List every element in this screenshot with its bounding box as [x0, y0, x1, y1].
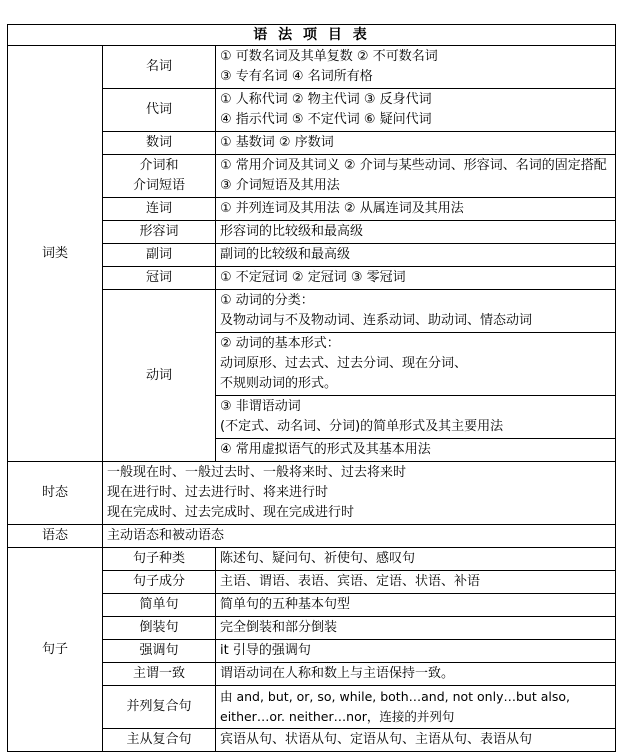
- content-line: ① 常用介词及其词义 ② 介词与某些动词、形容词、名词的固定搭配 ③ 介词短语及其用法: [220, 158, 607, 193]
- content-line: 形容词的比较级和最高级: [220, 224, 364, 239]
- item-name: 并列复合句: [103, 686, 216, 729]
- verb-part: [216, 333, 616, 396]
- item-name: 代词: [103, 89, 216, 132]
- content-line: 现在进行时、过去进行时、将来进行时: [107, 485, 329, 500]
- item-content: 宾语从句、状语从句、定语从句、主语从句、表语从句: [216, 729, 616, 752]
- item-content: [216, 46, 616, 89]
- item-name: 数词: [103, 132, 216, 155]
- content-line: either…or. neither…nor，连接的并列句: [220, 709, 455, 724]
- content-line: ④ 常用虚拟语气的形式及其基本用法: [220, 442, 431, 457]
- item-name: 倒装句: [103, 617, 216, 640]
- content-line: 及物动词与不及物动词、连系动词、助动词、情态动词: [220, 313, 533, 328]
- grammar-table-wrapper: [7, 24, 616, 752]
- content-line: ② 动词的基本形式：: [220, 336, 340, 351]
- item-name: 连词: [103, 198, 216, 221]
- content-line: 副词的比较级和最高级: [220, 247, 351, 262]
- content-line: (不定式、动名词、分词)的简单形式及其主要用法: [220, 419, 504, 434]
- item-content: it 引导的强调句: [216, 640, 616, 663]
- item-name: 名词: [103, 46, 216, 89]
- item-content: [216, 221, 616, 244]
- table-row: [8, 46, 616, 89]
- verb-part: [216, 396, 616, 439]
- content-line: 由 and, but, or, so, while, both…and, not only…but also,: [220, 689, 570, 704]
- item-content: [216, 198, 616, 221]
- item-name-line: 介词和: [139, 158, 179, 173]
- content-line: ① 基数词 ② 序数词: [220, 135, 334, 150]
- item-name: 副词: [103, 244, 216, 267]
- item-content: [216, 89, 616, 132]
- item-name-verb: 动词: [103, 290, 216, 462]
- item-content: [216, 686, 616, 729]
- item-name: 强调句: [103, 640, 216, 663]
- item-name: 形容词: [103, 221, 216, 244]
- item-name: 主谓一致: [103, 663, 216, 686]
- section-content: [103, 462, 616, 525]
- content-line: 动词原形、过去式、过去分词、现在分词、: [220, 356, 468, 371]
- content-line: ③ 专有名词 ④ 名词所有格: [220, 69, 373, 84]
- content-line: ① 可数名词及其单复数 ② 不可数名词: [220, 49, 438, 64]
- section-content: [103, 525, 616, 548]
- item-name: 句子成分: [103, 571, 216, 594]
- section-label-juzi: 句子: [8, 548, 103, 752]
- item-content: [216, 267, 616, 290]
- table-title-row: [8, 25, 616, 46]
- content-line: ① 人称代词 ② 物主代词 ③ 反身代词: [220, 92, 432, 107]
- item-name: 句子种类: [103, 548, 216, 571]
- item-content: [216, 132, 616, 155]
- table-row: [8, 525, 616, 548]
- item-content: [216, 244, 616, 267]
- item-content: 陈述句、疑问句、祈使句、感叹句: [216, 548, 616, 571]
- section-label-yutai: 语态: [8, 525, 103, 548]
- item-name: 简单句: [103, 594, 216, 617]
- table-title: 语 法 项 目 表: [8, 25, 616, 46]
- item-content: [216, 155, 616, 198]
- content-line: 不规则动词的形式。: [220, 376, 338, 391]
- content-line: ① 并列连词及其用法 ② 从属连词及其用法: [220, 201, 464, 216]
- table-row: [8, 548, 616, 571]
- content-line: 现在完成时、过去完成时、现在完成进行时: [107, 505, 355, 520]
- item-name: 主从复合句: [103, 729, 216, 752]
- table-row: [8, 462, 616, 525]
- item-content: 谓语动词在人称和数上与主语保持一致。: [216, 663, 616, 686]
- verb-part: [216, 290, 616, 333]
- item-content: 主语、谓语、表语、宾语、定语、状语、补语: [216, 571, 616, 594]
- section-label-cilei: 词类: [8, 46, 103, 462]
- content-line: ① 不定冠词 ② 定冠词 ③ 零冠词: [220, 270, 406, 285]
- item-name: 冠词: [103, 267, 216, 290]
- content-line: ① 动词的分类：: [220, 293, 314, 308]
- section-label-shitai: 时态: [8, 462, 103, 525]
- item-content: 简单句的五种基本句型: [216, 594, 616, 617]
- verb-part: [216, 439, 616, 462]
- item-name: [103, 155, 216, 198]
- content-line: ③ 非谓语动词: [220, 399, 301, 414]
- content-line: ④ 指示代词 ⑤ 不定代词 ⑥ 疑问代词: [220, 112, 432, 127]
- item-content: 完全倒装和部分倒装: [216, 617, 616, 640]
- grammar-items-table: [7, 24, 616, 752]
- content-line: 一般现在时、一般过去时、一般将来时、过去将来时: [107, 465, 407, 480]
- item-name-line: 介词短语: [132, 178, 185, 193]
- content-line: 主动语态和被动语态: [107, 528, 225, 543]
